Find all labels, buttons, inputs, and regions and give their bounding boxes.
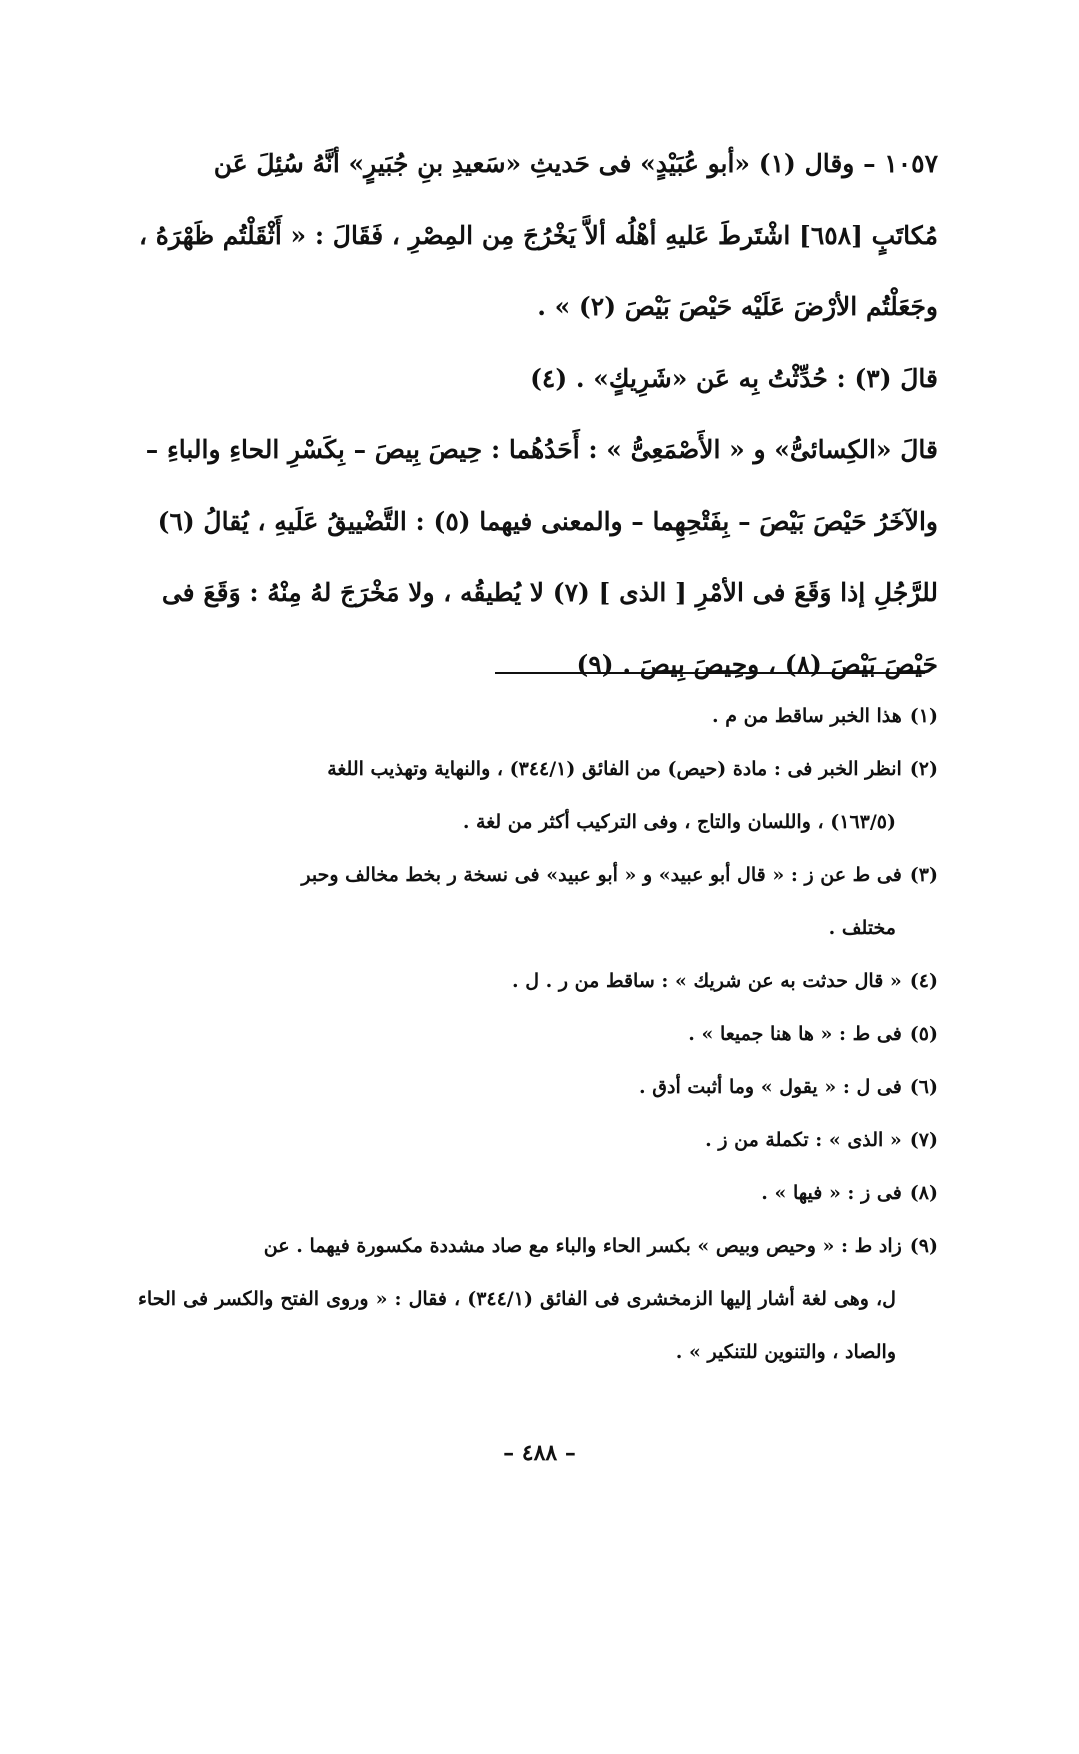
footnote-number: (٨) <box>909 1182 938 1204</box>
footnote-number: (٤) <box>909 970 938 992</box>
page-number: – ٤٨٨ – <box>503 1440 576 1466</box>
footnote-2 <box>138 743 938 849</box>
footnote-number: (٩) <box>909 1235 938 1257</box>
footnote-divider <box>495 672 925 674</box>
main-line: والآخَرُ حَيْصَ بَيْصَ – بِفَتْحِهِما – والمعنى فيهما (٥) : التَّضْييقُ عَلَيهِ ، يُقالُ (٦) <box>157 506 938 536</box>
main-line: وجَعَلْتُم الأرْضَ عَلَيْه حَيْصَ بَيْصَ (٢) » . <box>537 292 938 321</box>
footnotes <box>138 690 938 1379</box>
main-line: قالَ (٣) : حُدِّثْتُ بِه عَن «شَرِيكٍ» . (٤) <box>530 363 938 393</box>
footnote-continuation: (١٦٣/٥) ، واللسان والتاج ، وفى التركيب أكثر من لغة . <box>462 811 896 833</box>
footnote-text: فى ز : « فيها » . <box>761 1182 902 1204</box>
footnote-9 <box>138 1220 938 1379</box>
footnote-7 <box>138 1114 938 1167</box>
main-line: مُكاتَبٍ [٦٥٨] اشْتَرطَ عَليهِ أهْلُه ألاَّ يَخْرُجَ مِن المِصْرِ ، فَقَالَ : « أَثْقَلْتُم ظَهْرَهُ ، <box>139 220 938 250</box>
footnote-3 <box>138 849 938 955</box>
footnote-number: (٢) <box>909 758 938 780</box>
footnote-5 <box>138 1008 938 1061</box>
main-line: قالَ «الكِسائىُّ» و « الأَصْمَعِىُّ » : أَحَدُهُما : حِيصَ بِيصَ – بِكَسْرِ الحاءِ والباءِ – <box>145 435 938 464</box>
footnote-continuation: ل، وهى لغة أشار إليها الزمخشرى فى الفائق (٣٤٤/١) ، فقال : « وروى الفتح والكسر فى الحاء والصاد ، والتنوين للتنكير » . <box>138 1288 896 1363</box>
footnote-text: انظر الخبر فى : مادة (حيص) من الفائق (٣٤٤/١) ، والنهاية وتهذيب اللغة <box>327 758 902 780</box>
footnote-8 <box>138 1167 938 1220</box>
footnote-text: فى ط : « ها هنا جميعا » . <box>688 1023 902 1045</box>
footnote-number: (٣) <box>909 864 938 886</box>
footnote-text: هذا الخبر ساقط من م . <box>712 705 902 727</box>
footnote-text: فى ل : « يقول » وما أثبت أدق . <box>639 1076 902 1098</box>
footnote-1 <box>138 690 938 743</box>
footnote-text: « الذى » : تكملة من ز . <box>705 1129 902 1151</box>
footnote-text: فى ط عن ز : « قال أبو عبيد» و « أبو عبيد» فى نسخة ر بخط مخالف وحبر <box>301 864 902 886</box>
main-text <box>138 128 938 700</box>
main-line: ١٠٥٧ – وقال (١) «أبو عُبَيْدٍ» فى حَديثِ «سَعيدِ بنِ جُبَيرٍ» أنَّهُ سُئِلَ عَن <box>213 149 938 178</box>
main-line: للرَّجُلِ إذا وَقَعَ فى الأمْرِ [ الذى ] (٧) لا يُطيقُه ، ولا مَخْرَجَ لهُ مِنْهُ : وَقَعَ فى <box>161 578 938 607</box>
footnote-continuation: مختلف . <box>828 917 896 939</box>
footnote-number: (١) <box>909 705 938 727</box>
footnote-text: « قال حدثت به عن شريك » : ساقط من ر . ل . <box>512 970 902 992</box>
footnote-number: (٧) <box>909 1129 938 1151</box>
footnote-6 <box>138 1061 938 1114</box>
footnote-number: (٦) <box>909 1076 938 1098</box>
footnote-number: (٥) <box>909 1023 938 1045</box>
footnote-4 <box>138 955 938 1008</box>
footnote-text: زاد ط : « وحيص وبيص » بكسر الحاء والباء مع صاد مشددة مكسورة فيهما . عن <box>263 1235 902 1257</box>
main-line: حَيْصَ بَيْصَ (٨) ، وحِيصَ بِيصَ . (٩) <box>576 649 938 679</box>
